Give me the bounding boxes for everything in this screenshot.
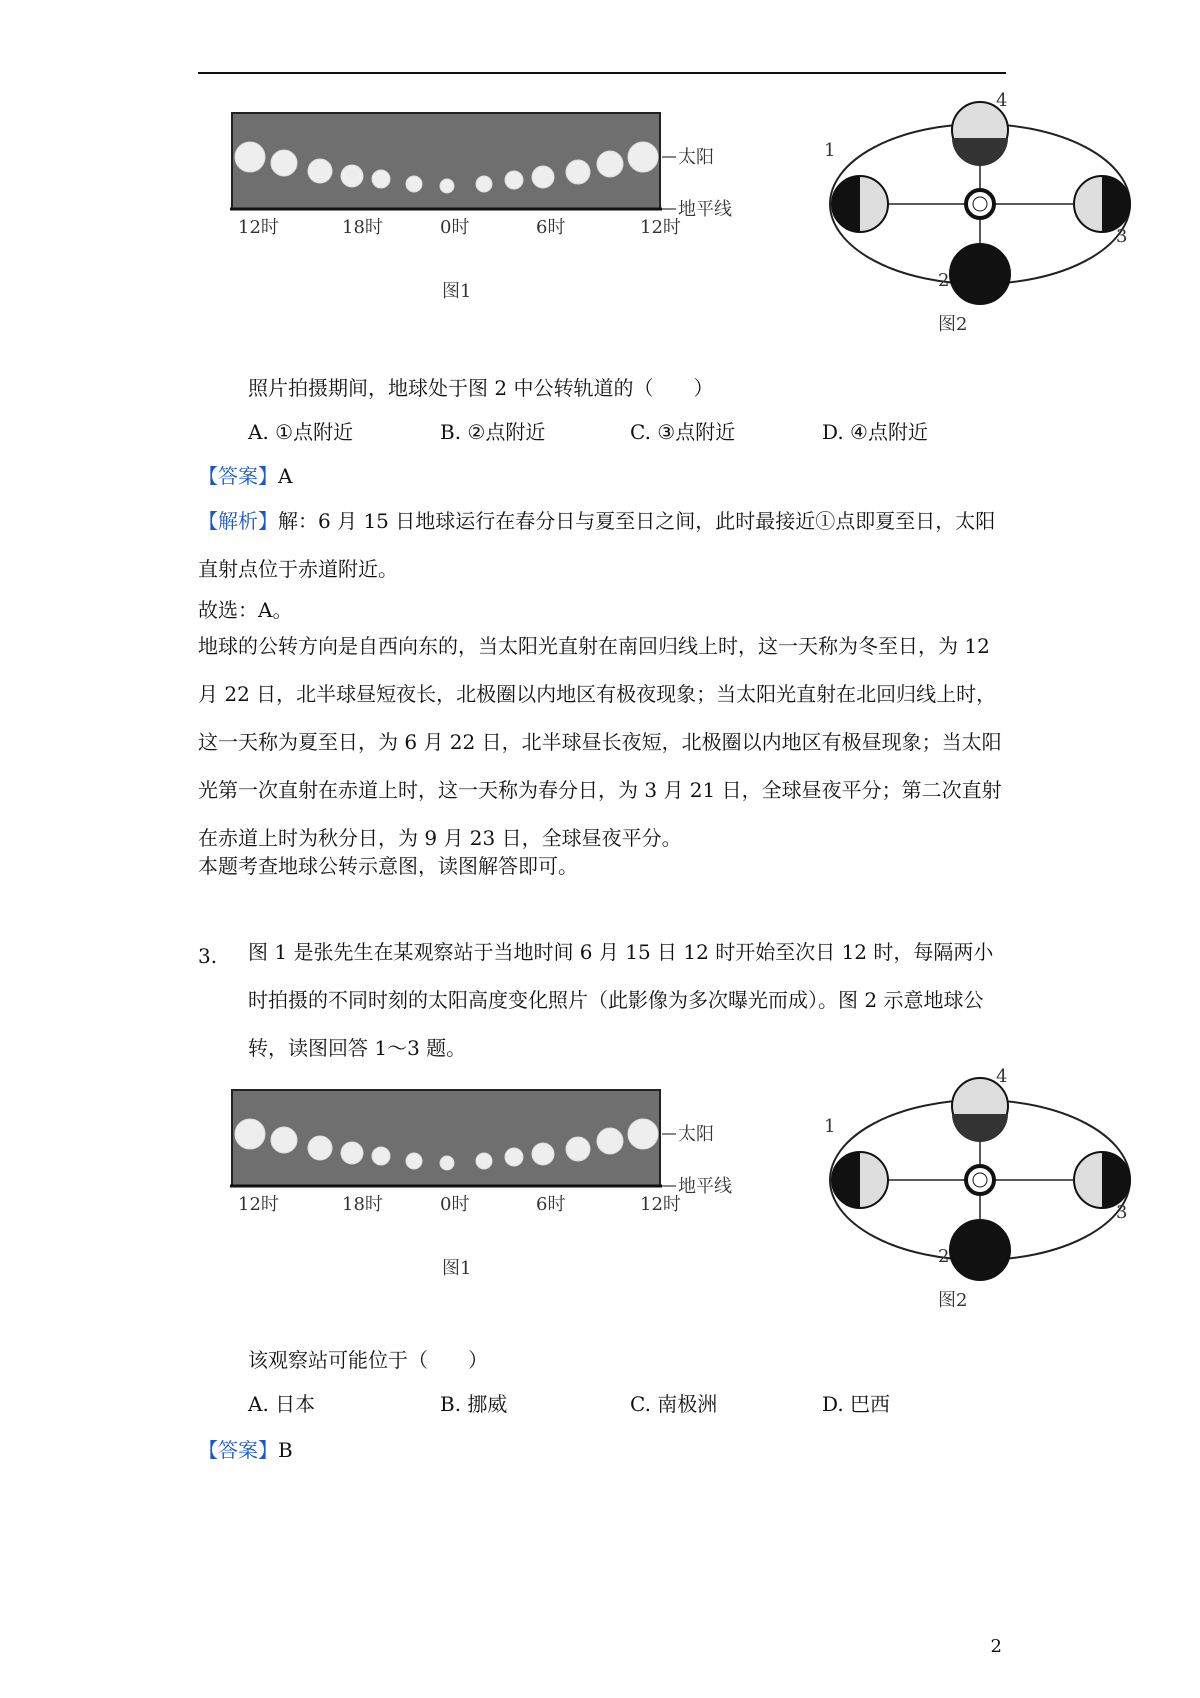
- option-a: A. ①点附近: [248, 420, 354, 444]
- question-number: 3.: [198, 944, 218, 968]
- tick-label: 0时: [440, 1194, 470, 1215]
- orbit-position-label: 1: [824, 140, 836, 161]
- option-d: D. ④点附近: [822, 420, 928, 444]
- answer-tag: 【答案】: [198, 1438, 278, 1462]
- horizon-label: 地平线: [678, 1176, 732, 1197]
- tick-label: 12时: [238, 1194, 279, 1215]
- sun-label: 太阳: [678, 1124, 714, 1145]
- tick-label: 12时: [640, 1194, 681, 1215]
- tick-label: 0时: [440, 217, 470, 238]
- figure1-sun-photo-repeat: [230, 1082, 740, 1292]
- tick-label: 12时: [640, 217, 681, 238]
- orbit-position-label: 1: [824, 1116, 836, 1137]
- note-line: 本题考查地球公转示意图，读图解答即可。: [198, 854, 578, 878]
- figure2-caption: 图2: [938, 314, 968, 335]
- tick-label: 12时: [238, 217, 279, 238]
- tick-label: 6时: [536, 1194, 566, 1215]
- question-text: 该观察站可能位于（ ）: [248, 1348, 488, 1372]
- figure2-caption: 图2: [938, 1290, 968, 1311]
- analysis-text: 解：6 月 15 日地球运行在春分日与夏至日之间，此时最接近①点即夏至日，太阳直射点位于赤道附近。: [198, 509, 996, 581]
- question-stem: 图 1 是张先生在某观察站于当地时间 6 月 15 日 12 时开始至次日 12 时，每隔两小时拍摄的不同时刻的太阳高度变化照片（此影像为多次曝光而成）。图 2 示意地球公转，读图回答 1～3 题。: [248, 940, 994, 1060]
- orbit-position-label: 3: [1116, 226, 1128, 247]
- option-a: A. 日本: [248, 1392, 316, 1416]
- header-rule: [198, 72, 1006, 74]
- figure2-orbit-diagram-repeat: [820, 1068, 1140, 1318]
- figure2-orbit-diagram: [820, 92, 1140, 342]
- option-c: C. 南极洲: [630, 1392, 718, 1416]
- option-c: C. ③点附近: [630, 420, 736, 444]
- choice-line: 故选：A。: [198, 598, 293, 622]
- orbit-position-label: 3: [1116, 1202, 1128, 1223]
- explanation-paragraph: 地球的公转方向是自西向东的，当太阳光直射在南回归线上时，这一天称为冬至日，为 12 月 22 日，北半球昼短夜长，北极圈以内地区有极夜现象；当太阳光直射在北回归线上时，这一天称为夏至日，为 6 月 22 日，北半球昼长夜短，北极圈以内地区有极昼现象；当太阳光第一次直射在赤道上时，这一天称为春分日，为 3 月 21 日，全球昼夜平分；第二次直射在赤道上时为秋分日，为 9 月 23 日，全球昼夜平分。: [198, 634, 1002, 850]
- analysis-paragraph: [198, 497, 1006, 593]
- question-stem: 照片拍摄期间，地球处于图 2 中公转轨道的（ ）: [248, 376, 714, 400]
- option-b: B. ②点附近: [440, 420, 546, 444]
- page-number: 2: [990, 1636, 1002, 1657]
- analysis-tag: 【解析】: [198, 509, 278, 533]
- sun-label: 太阳: [678, 147, 714, 168]
- figure1-sun-photo: [230, 105, 740, 315]
- tick-label: 18时: [342, 217, 383, 238]
- answer-tag: 【答案】: [198, 464, 278, 488]
- answer-line: [198, 462, 292, 490]
- orbit-position-label: 4: [996, 1068, 1008, 1087]
- answer-line: [198, 1436, 293, 1464]
- orbit-position-label: 4: [996, 92, 1008, 111]
- answer-value: B: [278, 1438, 293, 1462]
- orbit-position-label: 2: [938, 270, 950, 291]
- figure1-caption: 图1: [442, 281, 472, 302]
- figure1-caption: 图1: [442, 1258, 472, 1279]
- option-d: D. 巴西: [822, 1392, 891, 1416]
- tick-label: 6时: [536, 217, 566, 238]
- horizon-label: 地平线: [678, 199, 732, 220]
- answer-value: A: [278, 464, 293, 488]
- tick-label: 18时: [342, 1194, 383, 1215]
- option-b: B. 挪威: [440, 1392, 508, 1416]
- orbit-position-label: 2: [938, 1246, 950, 1267]
